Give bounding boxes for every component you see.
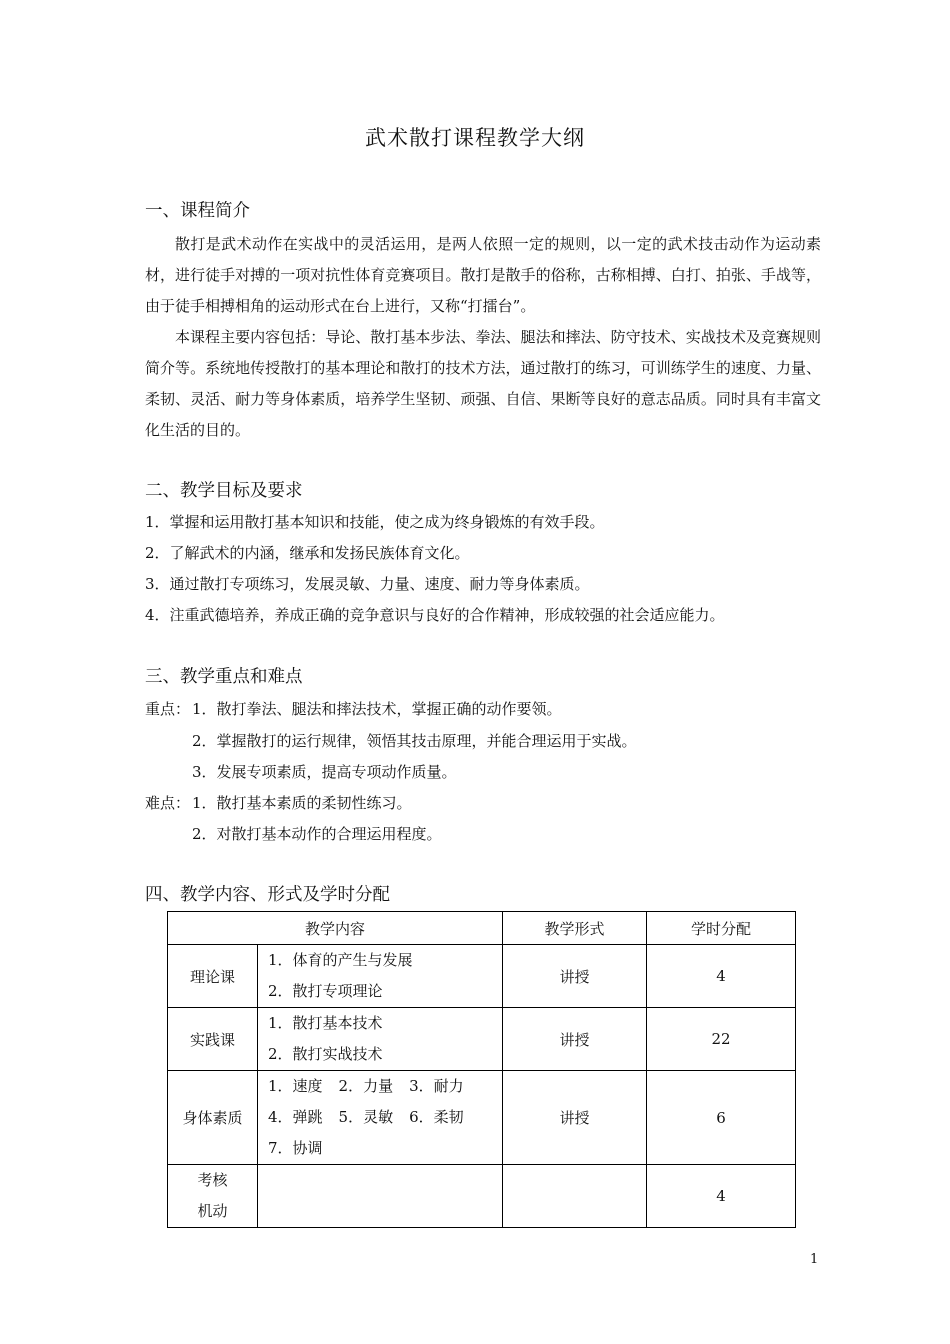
quality-item: 1．速度 (268, 1077, 323, 1095)
document-title: 武术散打课程教学大纲 (365, 126, 585, 150)
row-item-line (268, 1133, 502, 1164)
header-content: 教学内容 (168, 912, 503, 945)
quality-item: 6．柔韧 (409, 1108, 464, 1126)
row-category: 理论课 (168, 945, 258, 1008)
quality-item: 3．耐力 (409, 1077, 464, 1095)
key-points-label: 重点： (145, 700, 191, 718)
row-items (258, 1165, 503, 1228)
row-items (258, 945, 503, 1008)
table-row (168, 1071, 796, 1165)
row-form (503, 1165, 647, 1228)
difficulty-item: 1．散打基本素质的柔韧性练习。 (192, 794, 412, 812)
row-items (258, 1008, 503, 1071)
key-point-item: 3．发展专项素质，提高专项动作质量。 (192, 763, 457, 781)
row-item: 1．散打基本技术 (268, 1014, 383, 1032)
objective-item: 2．了解武术的内涵，继承和发扬民族体育文化。 (145, 544, 470, 562)
section-4-heading: 四、教学内容、形式及学时分配 (145, 885, 390, 905)
header-hours: 学时分配 (647, 912, 796, 945)
table-row (168, 1008, 796, 1071)
quality-item: 5．灵敏 (338, 1108, 394, 1126)
row-item: 2．散打专项理论 (268, 982, 383, 1000)
row-hours: 4 (647, 1165, 796, 1228)
section-3-heading: 三、教学重点和难点 (145, 667, 303, 687)
row-items (258, 1071, 503, 1165)
row-hours: 22 (647, 1008, 796, 1071)
key-point-item: 1．散打拳法、腿法和摔法技术，掌握正确的动作要领。 (192, 700, 562, 718)
header-form: 教学形式 (503, 912, 647, 945)
row-form: 讲授 (503, 945, 647, 1008)
row-item-line (268, 1102, 502, 1133)
table-row (168, 945, 796, 1008)
row-item: 1．体育的产生与发展 (268, 951, 413, 969)
section-1-paragraph-1: 散打是武术动作在实战中的灵活运用，是两人依照一定的规则，以一定的武术技击动作为运动素材，进行徒手对搏的一项对抗性体育竞赛项目。散打是散手的俗称，古称相搏、白打、拍张、手战等，由于徒手相搏相角的运动形式在台上进行，又称“打擂台”。 (145, 235, 821, 315)
table-row (168, 1165, 796, 1228)
row-form: 讲授 (503, 1008, 647, 1071)
difficulty-item: 2．对散打基本动作的合理运用程度。 (192, 825, 442, 843)
category-line: 机动 (197, 1202, 228, 1220)
row-category: 实践课 (168, 1008, 258, 1071)
page-number: 1 (810, 1252, 819, 1267)
hours-allocation-table (167, 911, 796, 1228)
objective-item: 3．通过散打专项练习，发展灵敏、力量、速度、耐力等身体素质。 (145, 575, 590, 593)
table-header-row (168, 912, 796, 945)
row-form: 讲授 (503, 1071, 647, 1165)
objective-item: 1．掌握和运用散打基本知识和技能，使之成为终身锻炼的有效手段。 (145, 513, 605, 531)
row-item-line (268, 1071, 502, 1102)
row-category (168, 1165, 258, 1228)
category-line: 考核 (197, 1171, 228, 1189)
difficulty-label: 难点： (145, 794, 191, 812)
row-item: 2．散打实战技术 (268, 1045, 383, 1063)
row-hours: 4 (647, 945, 796, 1008)
key-point-item: 2．掌握散打的运行规律，领悟其技击原理，并能合理运用于实战。 (192, 732, 637, 750)
objective-item: 4．注重武德培养，养成正确的竞争意识与良好的合作精神，形成较强的社会适应能力。 (145, 606, 725, 624)
section-1-paragraph-2: 本课程主要内容包括：导论、散打基本步法、拳法、腿法和摔法、防守技术、实战技术及竞赛规则简介等。系统地传授散打的基本理论和散打的技术方法，通过散打的练习，可训练学生的速度、力量、柔韧、灵活、耐力等身体素质，培养学生坚韧、顽强、自信、果断等良好的意志品质。同时具有丰富文化生活的目的。 (145, 328, 821, 439)
section-2-heading: 二、教学目标及要求 (145, 481, 303, 501)
quality-item: 2．力量 (338, 1077, 394, 1095)
quality-item: 4．弹跳 (268, 1108, 323, 1126)
quality-item: 7．协调 (268, 1139, 323, 1157)
section-1-heading: 一、课程简介 (145, 201, 250, 221)
row-hours: 6 (647, 1071, 796, 1165)
row-category: 身体素质 (168, 1071, 258, 1165)
